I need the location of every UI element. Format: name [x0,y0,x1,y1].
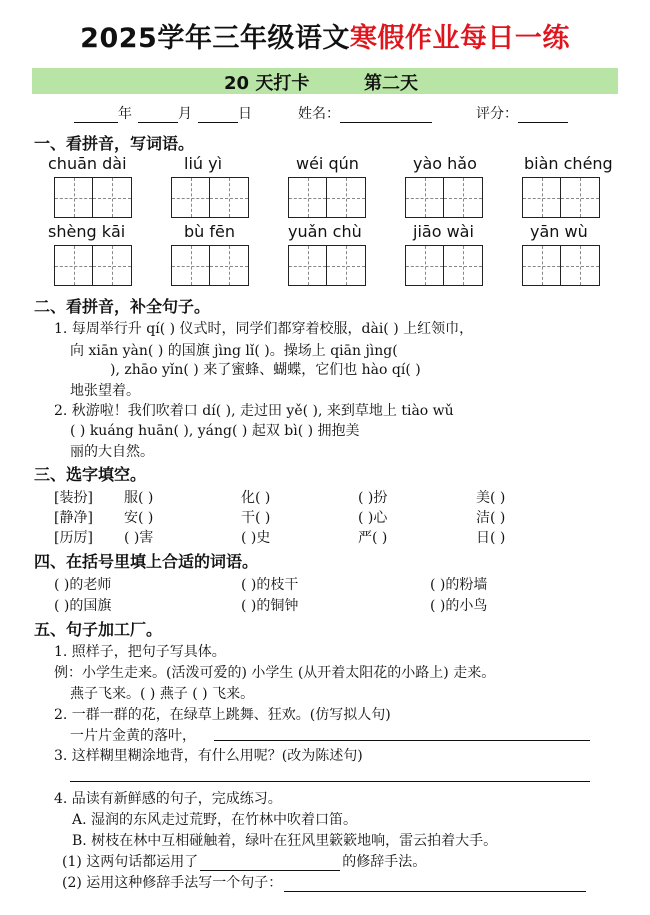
s3-blank: 日( ) [476,530,506,546]
s4-item: ( )的铜钟 [241,598,299,614]
pinyin-10: yān wù [530,222,588,241]
s3-blank: ( )扮 [358,490,388,506]
s2-line-4: 地张望着。 [70,383,140,399]
day-blank[interactable] [198,108,238,123]
char-box-6[interactable] [54,245,132,286]
s5-q1: 1. 照样子，把句子写具体。 [54,644,226,660]
pinyin-9: jiāo wài [413,222,474,241]
s3-blank: ( )心 [358,510,388,526]
score-label: 评分： [476,106,518,122]
char-box-3[interactable] [288,177,366,218]
title-main: 2025学年三年级语文 [80,23,350,54]
title-highlight: 寒假作业每日一练 [349,23,570,54]
pinyin-4: yào hǎo [413,154,477,173]
s2-line-5: 2. 秋游啦！我们吹着口 dí( ), 走过田 yě( ), 来到草地上 tiào wǔ [54,403,454,419]
s5-q4-1 [62,851,426,871]
s3-blank: 安( ) [124,510,154,526]
s4-item: ( )的老师 [54,577,112,593]
s2-line-1: 1. 每周举行升 qí( ) 仪式时，同学们都穿着校服，dài( ) 上红领巾， [54,321,474,337]
year-blank[interactable] [74,108,118,123]
s3-pair-2: [静净] [54,510,93,526]
s3-blank: 干( ) [241,510,271,526]
name-blank[interactable] [340,108,432,123]
student-info-row [0,103,650,125]
s5-q4-2-text: (2) 运用这种修辞手法写一个句子： [62,875,283,891]
pinyin-2: liú yì [184,154,223,173]
s3-blank: 服( ) [124,490,154,506]
char-box-4[interactable] [405,177,483,218]
s3-pair-3: [历厉] [54,530,93,546]
char-box-5[interactable] [522,177,600,218]
s5-q3: 3. 这样糊里糊涂地背，有什么用呢？(改为陈述句) [54,748,363,764]
pinyin-1: chuān dài [48,154,127,173]
s5-q4-1-text: (1) 这两句话都运用了 [62,854,199,870]
char-box-1[interactable] [54,177,132,218]
s3-blank: 洁( ) [476,510,506,526]
s5-sentence-a: A. 湿润的东风走过荒野，在竹林中吹着口笛。 [72,812,358,828]
s3-blank: ( )害 [124,530,154,546]
s2-line-7: 丽的大自然。 [70,444,154,460]
char-box-2[interactable] [171,177,249,218]
page-title [0,16,650,55]
month-label: 月 [178,106,192,122]
section-5-heading: 五、句子加工厂。 [34,620,163,639]
section-4-heading: 四、在括号里填上合适的词语。 [34,552,259,571]
s4-item: ( )的国旗 [54,598,112,614]
answer-line[interactable] [70,781,590,782]
s2-line-3: ), zhāo yǐn( ) 来了蜜蜂、蝴蝶，它们也 hào qí( ) [110,362,421,378]
answer-blank[interactable] [200,856,340,871]
pinyin-3: wéi qún [296,154,359,173]
char-box-8[interactable] [288,245,366,286]
s5-example: 例：小学生走来。(活泼可爱的) 小学生 (从开着太阳花的小路上) 走来。 [54,665,496,681]
section-3-heading: 三、选字填空。 [34,465,147,484]
s3-blank: ( )史 [241,530,271,546]
s2-line-2: 向 xiān yàn( ) 的国旗 jìng lǐ( )。操场上 qiān jìng( [70,343,398,359]
s5-sentence-b: B. 树枝在林中互相碰触着，绿叶在狂风里簌簌地响，雷云拍着大手。 [72,833,498,849]
s3-pair-1: [装扮] [54,490,93,506]
s5-q4-1-end: 的修辞手法。 [342,854,427,870]
score-blank[interactable] [518,108,568,123]
pinyin-5: biàn chéng [524,154,613,173]
s5-q1-answer: 燕子飞来。( ) 燕子 ( ) 飞来。 [70,686,255,702]
s5-q4-2 [62,872,586,892]
pinyin-7: bù fēn [184,222,235,241]
pinyin-8: yuǎn chù [288,222,362,241]
char-box-7[interactable] [171,245,249,286]
banner-checkin: 20 天打卡 [224,73,310,94]
char-box-10[interactable] [522,245,600,286]
day-label: 日 [238,106,252,122]
s4-item: ( )的小鸟 [430,598,488,614]
s3-blank: 严( ) [358,530,388,546]
section-1-heading: 一、看拼音，写词语。 [34,134,195,153]
answer-blank[interactable] [284,877,586,892]
year-label: 年 [118,106,132,122]
s4-item: ( )的枝干 [241,577,299,593]
s5-q4: 4. 品读有新鲜感的句子，完成练习。 [54,791,282,807]
section-2-heading: 二、看拼音，补全句子。 [34,297,211,316]
day-banner [32,68,618,94]
s5-q2: 2. 一群一群的花，在绿草上跳舞、狂欢。(仿写拟人句) [54,707,391,723]
month-blank[interactable] [138,108,178,123]
s3-blank: 美( ) [476,490,506,506]
s5-q2-start: 一片片金黄的落叶， [70,728,196,744]
banner-day: 第二天 [364,73,418,94]
s2-line-6: ( ) kuáng huān( ), yáng( ) 起双 bì( ) 拥抱美 [70,423,360,439]
s4-item: ( )的粉墙 [430,577,488,593]
name-label: 姓名： [298,106,340,122]
answer-line[interactable] [214,740,590,741]
pinyin-6: shèng kāi [48,222,126,241]
s3-blank: 化( ) [241,490,271,506]
char-box-9[interactable] [405,245,483,286]
